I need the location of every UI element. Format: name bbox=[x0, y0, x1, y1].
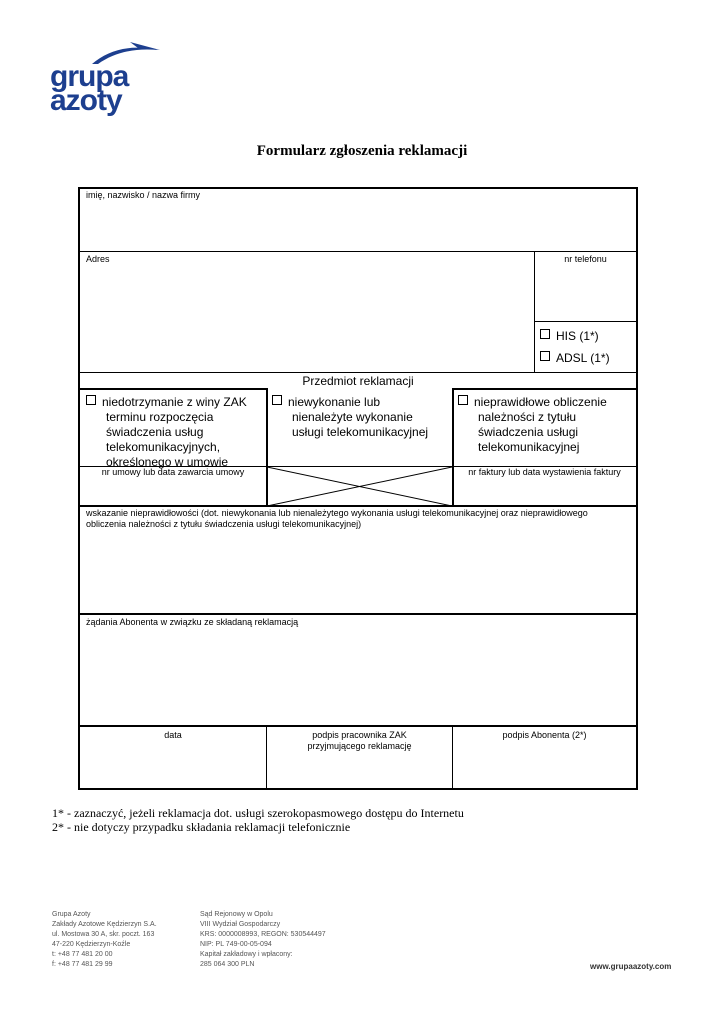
divider bbox=[534, 321, 636, 322]
checkbox-icon bbox=[272, 395, 282, 405]
employee-signature-label: podpis pracownika ZAK przyjmującego reklamację bbox=[307, 730, 412, 751]
footer-registry-info: Sąd Rejonowy w Opolu VIII Wydział Gospodarczy KRS: 0000008993, REGON: 530544497 NIP: PL 749-00-05-094 Kapitał zakładowy i wpłacony: 285 064 300 PLN bbox=[200, 911, 326, 968]
footnote-1: 1* - zaznaczyć, jeżeli reklamacja dot. usługi szerokopasmowego dostępu do Internetu bbox=[52, 806, 464, 820]
company-logo bbox=[50, 40, 160, 117]
divider bbox=[80, 251, 636, 252]
demands-label: żądania Abonenta w związku ze składaną reklamacją bbox=[86, 617, 299, 627]
divider bbox=[80, 388, 266, 390]
subject-header: Przedmiot reklamacji bbox=[302, 374, 414, 388]
name-label: imię, nazwisko / nazwa firmy bbox=[86, 190, 201, 200]
checkbox-icon bbox=[86, 395, 96, 405]
footer-company-address: Grupa Azoty Zakłady Azotowe Kędzierzyn S.A. ul. Mostowa 30 A, skr. poczt. 163 47-220 Kędzierzyn-Koźle t: +48 77 481 20 00 f: +48 77 481 29 99 bbox=[52, 911, 157, 968]
irregularity-label: wskazanie nieprawidłowości (dot. niewykonania lub nienależytego wykonania usługi telekomunikacyjnej oraz nieprawidłowego obliczenia należności z tytułu świadczenia usługi telekomunikacyjnej) bbox=[86, 508, 588, 529]
crossed-out-cell bbox=[267, 467, 452, 506]
checkbox-icon bbox=[540, 329, 550, 339]
checkbox-icon bbox=[540, 351, 550, 361]
logo-line-2: azoty bbox=[50, 84, 122, 117]
divider bbox=[80, 613, 636, 615]
checkbox-icon bbox=[458, 395, 468, 405]
address-label: Adres bbox=[86, 254, 110, 264]
divider bbox=[80, 725, 636, 727]
footnote-2: 2* - nie dotyczy przypadku składania reklamacji telefonicznie bbox=[52, 820, 351, 834]
divider bbox=[452, 388, 636, 390]
subject-option-billing[interactable]: nieprawidłowe obliczenie należności z tytułu świadczenia usługi telekomunikacyjnej bbox=[458, 395, 636, 455]
divider bbox=[452, 388, 454, 506]
logo-line-1: grupa bbox=[50, 60, 129, 93]
contract-label: nr umowy lub data zawarcia umowy bbox=[101, 467, 245, 477]
subject-option-delay[interactable]: niedotrzymanie z winy ZAK terminu rozpoczęcia świadczenia usług telekomunikacyjnych, określonego w umowie bbox=[86, 395, 264, 470]
divider bbox=[80, 505, 636, 507]
page-title: Formularz zgłoszenia reklamacji bbox=[256, 143, 468, 159]
invoice-label: nr faktury lub data wystawienia faktury bbox=[468, 467, 621, 477]
service-adsl-checkbox[interactable]: ADSL (1*) bbox=[540, 351, 610, 366]
divider bbox=[80, 372, 636, 373]
complaint-form bbox=[78, 187, 638, 790]
footer-website-link[interactable]: www.grupaazoty.com bbox=[590, 962, 672, 971]
date-label: data bbox=[164, 730, 182, 740]
subject-option-nonperformance[interactable]: niewykonanie lub nienależyte wykonanie usługi telekomunikacyjnej bbox=[272, 395, 450, 440]
phone-label: nr telefonu bbox=[564, 254, 607, 264]
divider bbox=[534, 251, 535, 372]
subscriber-signature-label: podpis Abonenta (2*) bbox=[502, 730, 587, 740]
service-his-checkbox[interactable]: HIS (1*) bbox=[540, 329, 599, 344]
